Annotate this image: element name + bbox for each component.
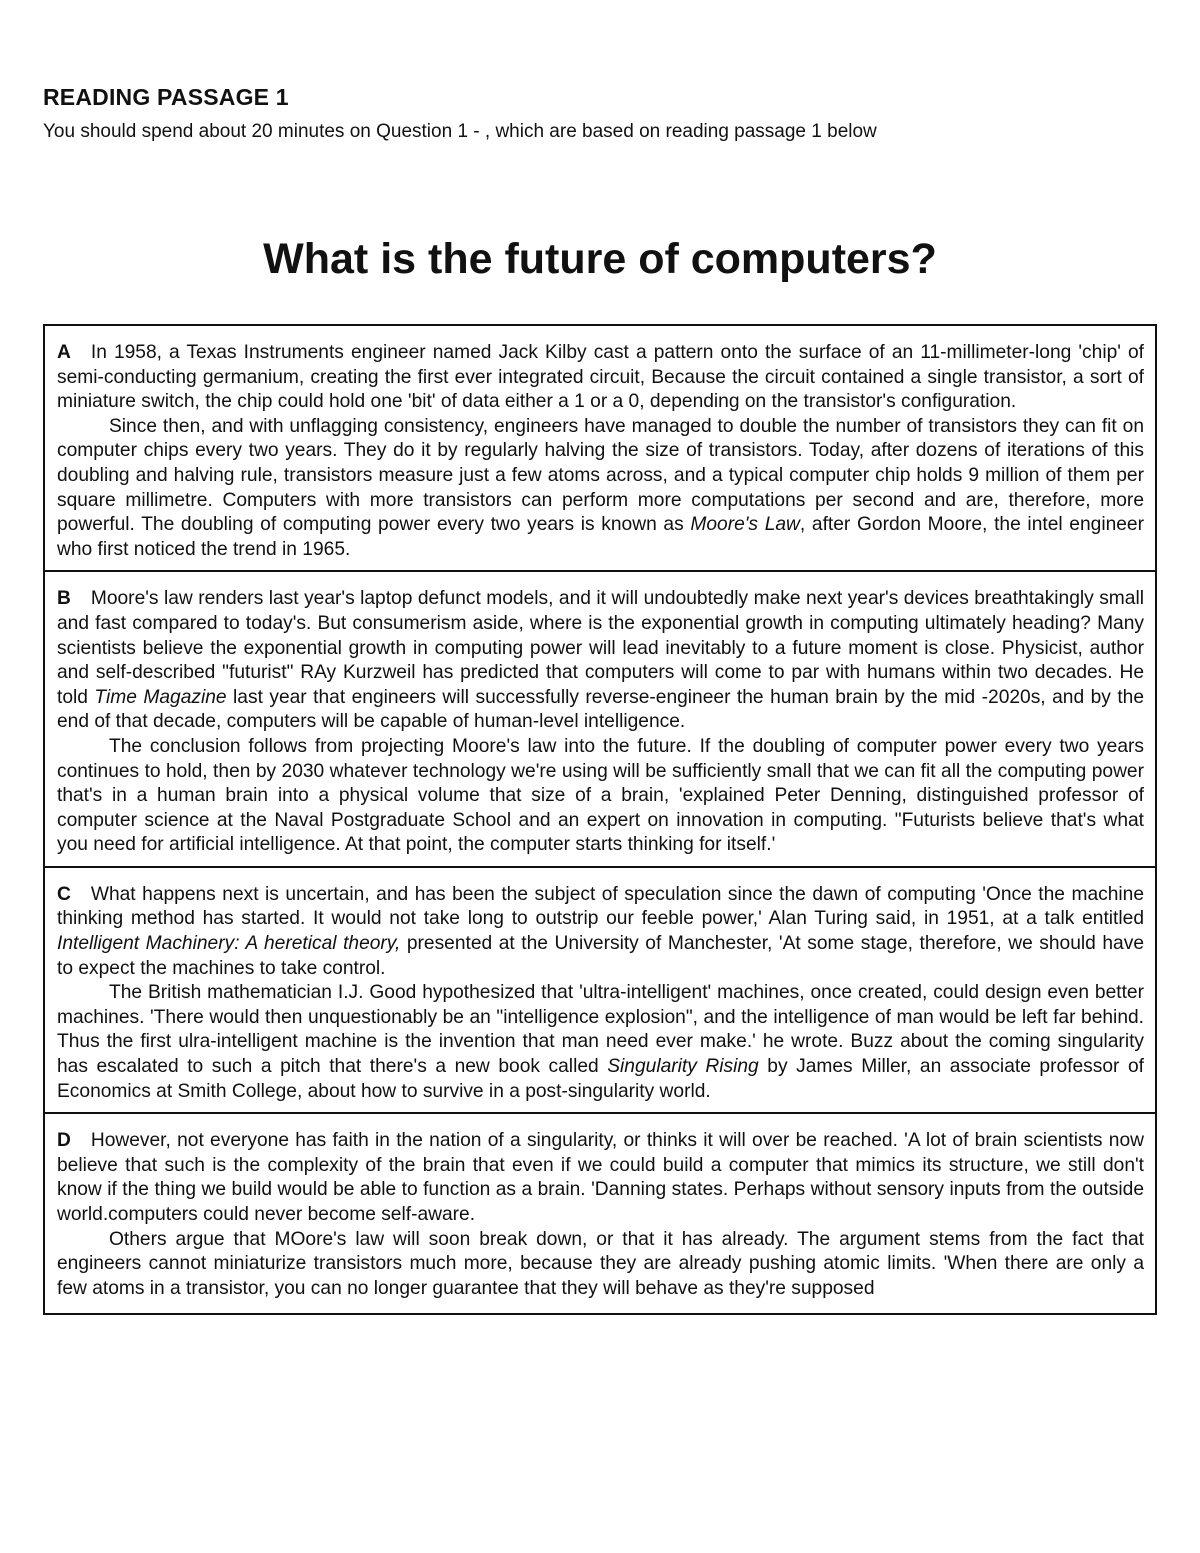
passage-instruction: You should spend about 20 minutes on Question 1 - , which are based on reading passage 1 below	[43, 121, 877, 142]
section-a-text-2-post: , after Gordon Moore, the intel engineer who first noticed the trend in 1965.	[57, 514, 1144, 560]
section-c	[45, 868, 1155, 1114]
section-c-paragraph-2	[57, 981, 1144, 1104]
section-c-paragraph-1	[57, 883, 1144, 981]
section-letter: B	[57, 588, 71, 610]
section-a-paragraph-1	[57, 341, 1144, 415]
section-c-italic-book: Singularity Rising	[607, 1056, 759, 1078]
section-a	[45, 326, 1155, 572]
passage-sections	[43, 324, 1157, 1315]
section-b-text-1-post: last year that engineers will successfully reverse-engineer the human brain by the mid -2020s, and by the end of that decade, computers will be capable of human-level intelligence.	[57, 686, 1144, 733]
section-d-text-1: However, not everyone has faith in the nation of a singularity, or thinks it will over be reached. 'A lot of brain scientists now believe that such is the complexity of the brain that even if we could build a computer that mimics its structure, we still don't know if the thing we build would be able to function as a brain. 'Danning states. Perhaps without sensory inputs from the outside world.computers could never become self-aware.	[57, 1130, 1144, 1225]
section-c-text-1-post: presented at the University of Manchester, 'At some stage, therefore, we should have to expect the machines to take control.	[57, 933, 1144, 979]
section-d-paragraph-2: Others argue that MOore's law will soon break down, or that it has already. The argument stems from the fact that engineers cannot miniaturize transistors much more, because they are already pushing atomic limits. 'When there are only a few atoms in a transistor, you can no longer guarantee that they will behave as they're supposed	[57, 1228, 1144, 1299]
passage-title: What is the future of computers?	[263, 235, 937, 283]
section-c-text-2-post: by James Miller, an associate professor of Economics at Smith College, about how to survive in a post-singularity world.	[57, 1056, 1144, 1102]
section-letter: C	[57, 883, 71, 905]
section-b-paragraph-1	[57, 587, 1144, 735]
section-letter: D	[57, 1130, 71, 1152]
section-d	[45, 1114, 1155, 1313]
section-a-italic-term: Moore's Law	[690, 514, 800, 536]
section-c-text-1-pre: What happens next is uncertain, and has been the subject of speculation since the dawn of computing 'Once the machine thinking method has started. It would not take long to outstrip our feeble power,' Alan Turing said, in 1951, at a talk entitled	[57, 883, 1144, 930]
section-c-italic-term: Intelligent Machinery: A heretical theory,	[57, 933, 401, 955]
section-c-text-2-pre: The British mathematician I.J. Good hypothesized that 'ultra-intelligent' machines, once created, could design even better machines. 'There would then unquestionably be an "intelligence explosion", and the intelligence of man would be left far behind. Thus the first ulra-intelligent machine is the invention that man need ever make.' he wrote. Buzz about the coming singularity has escalated to such a pitch that there's a new book called	[57, 982, 1144, 1078]
section-b-italic-term: Time Magazine	[94, 686, 227, 708]
passage-heading: READING PASSAGE 1	[43, 84, 289, 110]
section-b-text-1-pre: Moore's law renders last year's laptop defunct models, and it will undoubtedly make next year's devices breathtakingly small and fast compared to today's. But consumerism aside, where is the exponential growth in computing ultimately heading? Many scientists believe the exponential growth in computing power will lead inevitably to a future moment is close. Physicist, author and self-described "futurist" RAy Kurzweil has predicted that computers will come to par with humans within two decades. He told	[57, 588, 1144, 708]
section-a-paragraph-2	[57, 415, 1144, 563]
section-letter: A	[57, 342, 71, 363]
section-a-text-1: In 1958, a Texas Instruments engineer named Jack Kilby cast a pattern onto the surface of an 11-millimeter-long 'chip' of semi-conducting germanium, creating the first ever integrated circuit, Because the circuit contained a single transistor, a sort of miniature switch, the chip could hold one 'bit' of data either a 1 or a 0, depending on the transistor's configuration.	[57, 342, 1144, 413]
section-b	[45, 572, 1155, 868]
section-a-text-2-pre: Since then, and with unflagging consistency, engineers have managed to double the number of transistors they can fit on computer chips every two years. They do it by regularly halving the size of transistors. Today, after dozens of iterations of this doubling and halving rule, transistors measure just a few atoms across, and a typical computer chip holds 9 million of them per square millimetre. Computers with more transistors can perform more computations per second and are, therefore, more powerful. The doubling of computing power every two years is known as	[57, 415, 1144, 536]
section-d-paragraph-1	[57, 1129, 1144, 1227]
section-b-paragraph-2: The conclusion follows from projecting Moore's law into the future. If the doubling of computer power every two years continues to hold, then by 2030 whatever technology we're using will be sufficiently small that we can fit all the computing power that's in a human brain into a physical volume that size of a brain, 'explained Peter Denning, distinguished professor of computer science at the Naval Postgraduate School and an expert on innovation in computing. "Futurists believe that's what you need for artificial intelligence. At that point, the computer starts thinking for itself.'	[57, 735, 1144, 856]
